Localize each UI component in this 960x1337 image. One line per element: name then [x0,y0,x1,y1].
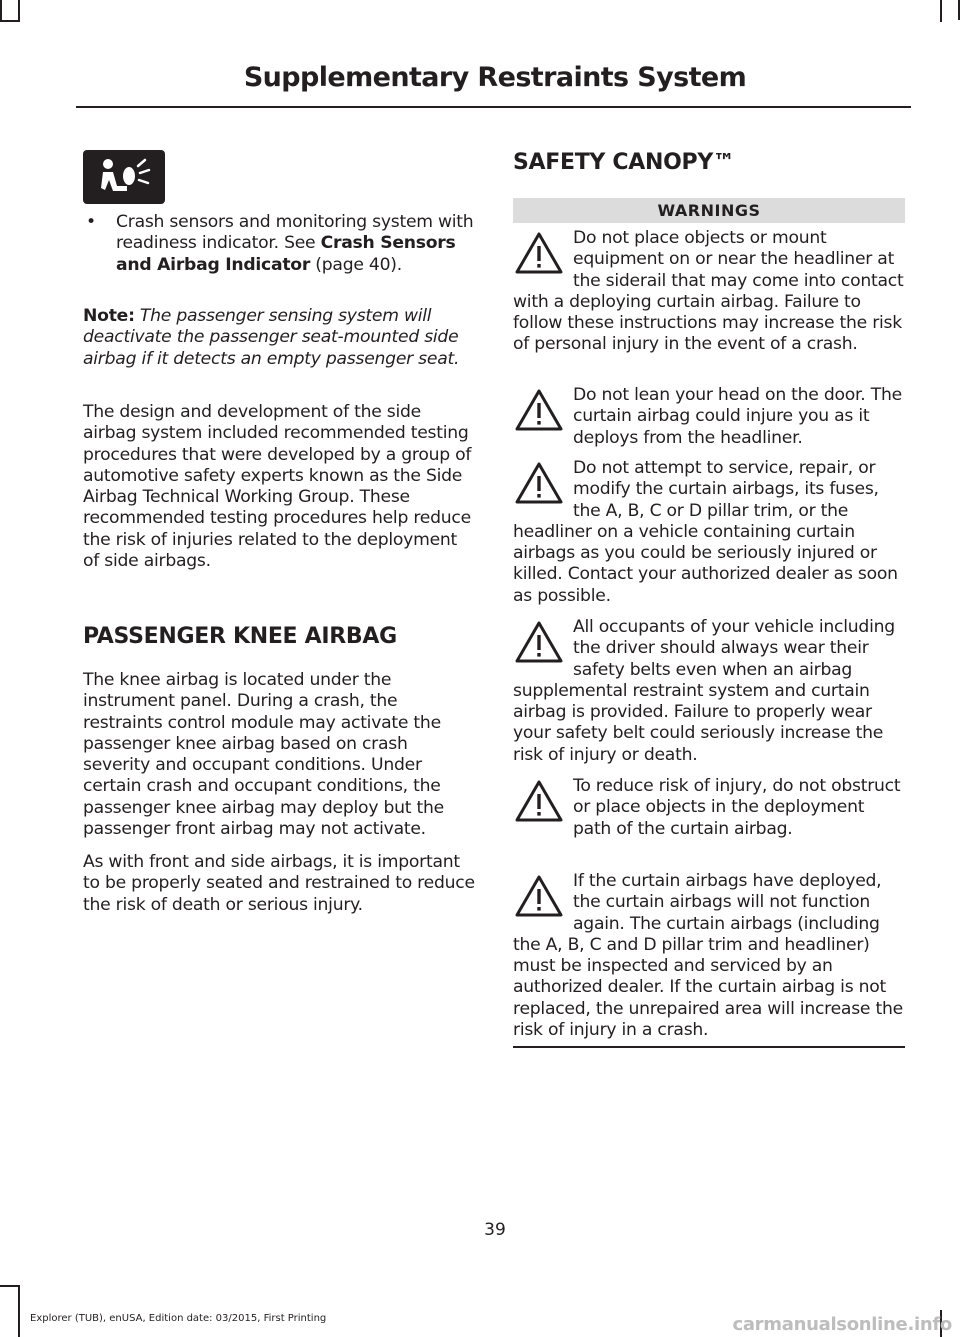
knee-airbag-paragraph: The knee airbag is located under the instrument panel. During a crash, the restraints control module may activate the passenger knee airbag based on crash severity and occupant conditions. Under certain crash and occupant conditions, the passenger knee airbag may deploy but the passenger front airbag may not activate. [83,670,444,840]
note-text: The passenger sensing system will deactivate the passenger seat-mounted side airbag if it detects an empty passenger seat. [83,306,460,369]
warning-text: Do not attempt to service, repair, or modify the curtain airbags, its fuses, the A, B, C or D pillar trim, or the headliner on a vehicle containing curtain airbags as you could be seriously injured or killed. Contact your authorized dealer as soon as possible. [513,458,898,606]
warning-triangle-icon [513,617,565,669]
warnings-end-rule [513,1046,905,1048]
warning-triangle-icon [513,458,565,510]
crop-mark [940,0,942,22]
warning-item [513,871,906,1041]
seating-paragraph: As with front and side airbags, it is important to be properly seated and restrained to reduce the risk of death or serious injury. [83,852,475,915]
airbag-warning-icon [83,150,165,204]
bullet-text: Crash sensors and monitoring system with readiness indicator. See [116,212,474,254]
knee-airbag-heading: PASSENGER KNEE AIRBAG [83,624,397,649]
crop-mark [0,1285,18,1287]
warning-triangle-icon [513,385,565,437]
warning-triangle-icon [513,228,565,280]
watermark: carmanualsonline.info [732,1314,952,1335]
bullet-page-ref: (page 40). [310,254,402,275]
safety-canopy-heading: SAFETY CANOPY™ [513,150,735,175]
side-airbag-paragraph: The design and development of the side airbag system included recommended testing procedures that were developed by a group of automotive safety experts known as the Side Airbag Technical Working Group. These recommended testing procedures help reduce the risk of injuries related to the deployment of side airbags. [83,402,472,572]
crop-mark [0,0,2,20]
page-number: 39 [484,1220,506,1240]
warning-triangle-icon [513,776,565,828]
warnings-label: WARNINGS [513,198,905,223]
warning-item [513,617,906,766]
warning-item [513,458,906,607]
page-header-title: Supplementary Restraints System [243,62,747,93]
note-label: Note: [83,306,135,326]
warning-triangle-icon [513,871,565,923]
note [83,306,476,370]
warning-item [513,228,906,356]
crop-mark [18,0,20,22]
warning-text: Do not place objects or mount equipment on or near the headliner at the siderail that may come into contact with a deploying curtain airbag. Failure to follow these instructions may increase the risk of personal injury in the event of a crash. [513,228,904,355]
footer-edition-info: Explorer (TUB), enUSA, Edition date: 03/2015, First Printing [30,1313,327,1324]
warning-text: If the curtain airbags have deployed, the curtain airbags will not function again. The curtain airbags (including the A, B, C and D pillar trim and headliner) must be inspected and serviced by an authorized dealer. If the curtain airbag is not replaced, the unrepaired area will increase the risk of injury in a crash. [513,871,903,1041]
crop-mark [18,1285,20,1337]
warning-item [513,776,906,840]
header-rule [76,106,911,108]
warning-text: To reduce risk of injury, do not obstruct or place objects in the deployment path of the curtain airbag. [573,776,901,839]
warning-text: All occupants of your vehicle including the driver should always wear their safety belts even when an airbag supplemental restraint system and curtain airbag is provided. Failure to properly wear your safety belt could seriously increase the risk of injury or death. [513,617,895,765]
crash-sensors-reference-link[interactable]: Crash Sensors and Airbag Indicator [116,233,456,275]
warning-text: Do not lean your head on the door. The curtain airbag could injure you as it deploys from the headliner. [573,385,902,448]
crop-mark [0,20,18,22]
bullet-dot: • [86,212,96,232]
warning-item [513,385,906,449]
bullet-crash-sensors [83,212,476,276]
